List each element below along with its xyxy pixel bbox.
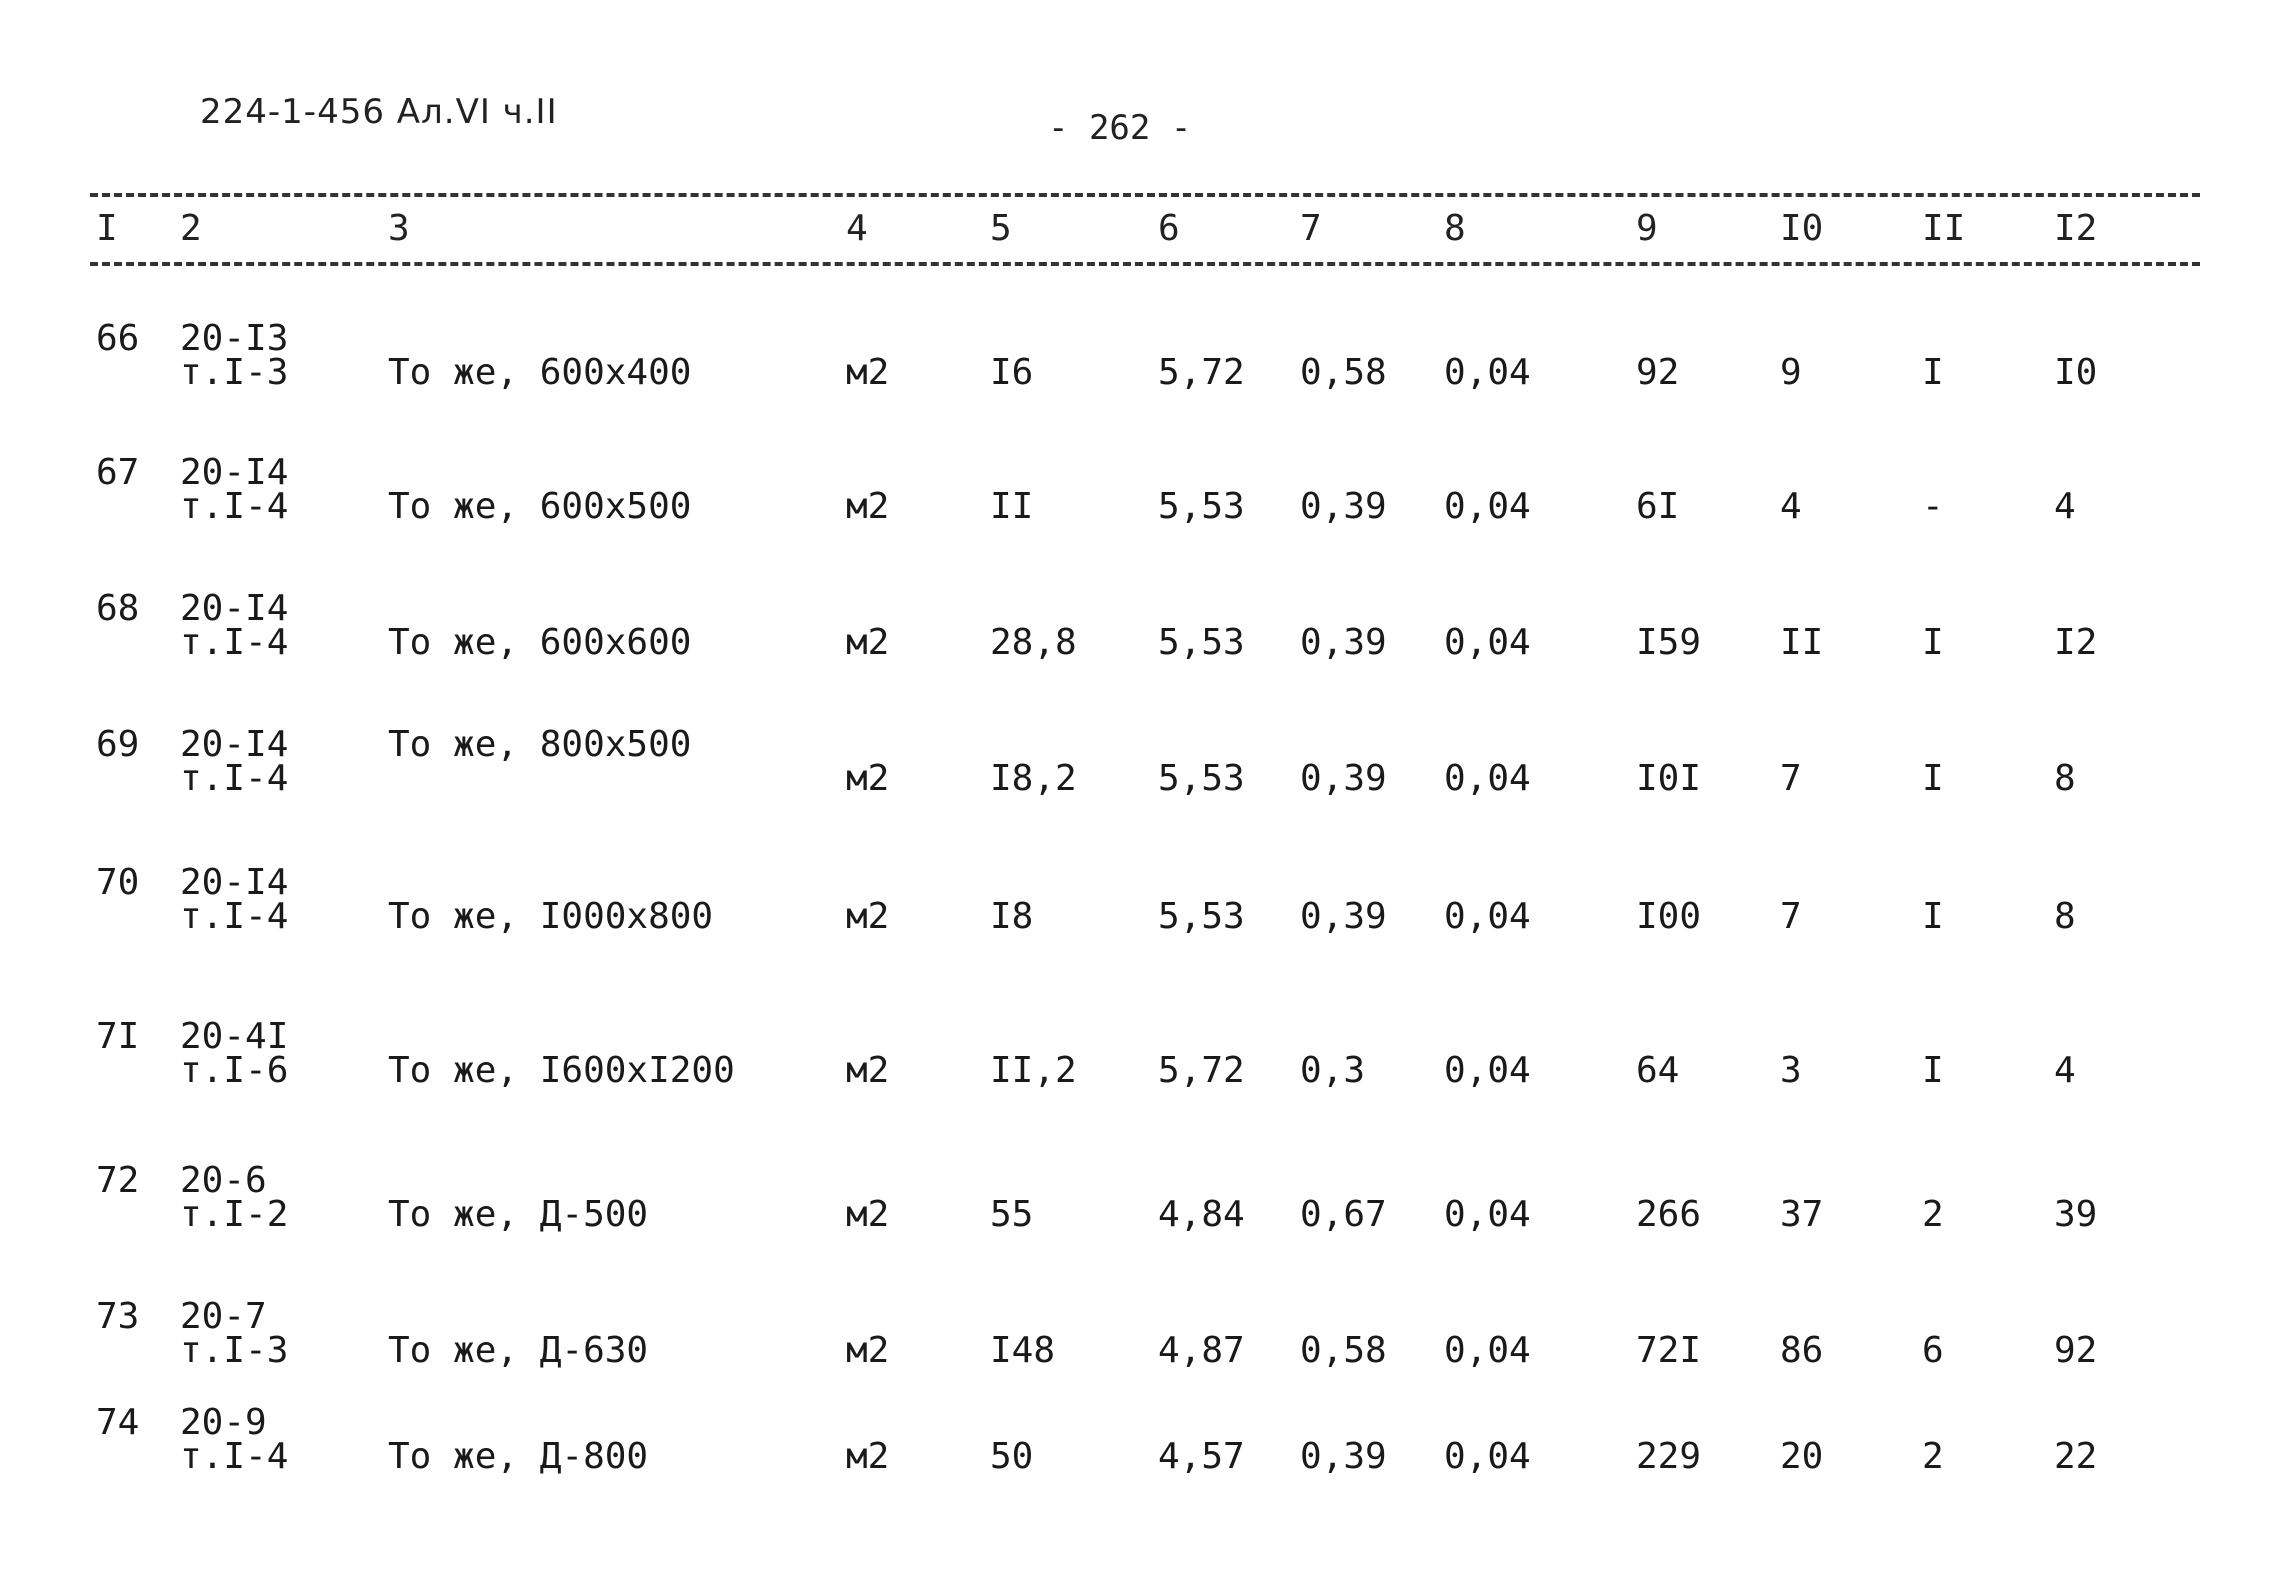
value-col-7: 0,39 — [1300, 486, 1387, 527]
norm-code: 20-I4 — [180, 724, 289, 765]
value-col-5: II,2 — [990, 1050, 1077, 1091]
value-col-11: I — [1922, 1050, 1944, 1091]
value-col-11: I — [1922, 758, 1944, 799]
value-col-8: 0,04 — [1444, 486, 1531, 527]
value-col-12: 8 — [2054, 758, 2076, 799]
row-number: 73 — [96, 1296, 140, 1337]
value-col-8: 0,04 — [1444, 352, 1531, 393]
norm-code: 20-9 — [180, 1402, 267, 1443]
value-col-5: I6 — [990, 352, 1034, 393]
value-col-11: 6 — [1922, 1330, 1944, 1371]
value-col-7: 0,39 — [1300, 896, 1387, 937]
value-col-10: 86 — [1780, 1330, 1824, 1371]
description: То же, 800х500 — [388, 724, 692, 765]
value-col-7: 0,58 — [1300, 1330, 1387, 1371]
value-col-10: 9 — [1780, 352, 1802, 393]
value-col-8: 0,04 — [1444, 1436, 1531, 1477]
unit: м2 — [846, 758, 890, 799]
value-col-6: 5,72 — [1158, 352, 1245, 393]
column-header-3: 3 — [388, 208, 410, 249]
norm-code: 20-I4 — [180, 452, 289, 493]
row-number: 72 — [96, 1160, 140, 1201]
value-col-10: 7 — [1780, 896, 1802, 937]
description: То же, I600хI200 — [388, 1050, 735, 1091]
value-col-6: 5,53 — [1158, 758, 1245, 799]
value-col-5: I48 — [990, 1330, 1056, 1371]
column-header-1: I — [96, 208, 118, 249]
row-number: 74 — [96, 1402, 140, 1443]
value-col-7: 0,58 — [1300, 352, 1387, 393]
value-col-10: 4 — [1780, 486, 1802, 527]
column-header-11: II — [1922, 208, 1966, 249]
value-col-10: 37 — [1780, 1194, 1824, 1235]
row-number: 67 — [96, 452, 140, 493]
value-col-12: I2 — [2054, 622, 2098, 663]
norm-code: 20-I3 — [180, 318, 289, 359]
row-number: 69 — [96, 724, 140, 765]
description: То же, Д-500 — [388, 1194, 649, 1235]
value-col-8: 0,04 — [1444, 622, 1531, 663]
unit: м2 — [846, 622, 890, 663]
description: То же, Д-630 — [388, 1330, 649, 1371]
unit: м2 — [846, 352, 890, 393]
value-col-5: 55 — [990, 1194, 1034, 1235]
column-header-12: I2 — [2054, 208, 2098, 249]
value-col-6: 5,72 — [1158, 1050, 1245, 1091]
value-col-8: 0,04 — [1444, 1050, 1531, 1091]
norm-code: 20-6 — [180, 1160, 267, 1201]
value-col-9: 266 — [1636, 1194, 1702, 1235]
value-col-11: 2 — [1922, 1436, 1944, 1477]
row-number: 68 — [96, 588, 140, 629]
value-col-12: 92 — [2054, 1330, 2098, 1371]
row-number: 70 — [96, 862, 140, 903]
norm-table-ref: т.I-2 — [180, 1194, 289, 1235]
norm-table-ref: т.I-3 — [180, 1330, 289, 1371]
value-col-11: - — [1922, 486, 1944, 527]
value-col-8: 0,04 — [1444, 1194, 1531, 1235]
value-col-9: 229 — [1636, 1436, 1702, 1477]
row-number: 7I — [96, 1016, 140, 1057]
value-col-9: I0I — [1636, 758, 1702, 799]
value-col-7: 0,39 — [1300, 622, 1387, 663]
unit: м2 — [846, 1050, 890, 1091]
value-col-5: II — [990, 486, 1034, 527]
unit: м2 — [846, 486, 890, 527]
norm-code: 20-I4 — [180, 588, 289, 629]
description: То же, Д-800 — [388, 1436, 649, 1477]
norm-code: 20-I4 — [180, 862, 289, 903]
value-col-12: 22 — [2054, 1436, 2098, 1477]
value-col-5: 28,8 — [990, 622, 1077, 663]
column-header-2: 2 — [180, 208, 202, 249]
value-col-6: 4,57 — [1158, 1436, 1245, 1477]
value-col-7: 0,3 — [1300, 1050, 1366, 1091]
value-col-6: 4,84 — [1158, 1194, 1245, 1235]
value-col-10: 7 — [1780, 758, 1802, 799]
unit: м2 — [846, 896, 890, 937]
norm-code: 20-4I — [180, 1016, 289, 1057]
value-col-7: 0,39 — [1300, 758, 1387, 799]
norm-code: 20-7 — [180, 1296, 267, 1337]
value-col-9: 92 — [1636, 352, 1680, 393]
column-header-5: 5 — [990, 208, 1012, 249]
value-col-7: 0,39 — [1300, 1436, 1387, 1477]
value-col-8: 0,04 — [1444, 1330, 1531, 1371]
header-rule-top — [90, 193, 2200, 197]
value-col-12: 8 — [2054, 896, 2076, 937]
value-col-9: 64 — [1636, 1050, 1680, 1091]
norm-table-ref: т.I-4 — [180, 896, 289, 937]
description: То же, 600х600 — [388, 622, 692, 663]
column-header-4: 4 — [846, 208, 868, 249]
column-header-9: 9 — [1636, 208, 1658, 249]
value-col-6: 4,87 — [1158, 1330, 1245, 1371]
unit: м2 — [846, 1330, 890, 1371]
value-col-8: 0,04 — [1444, 758, 1531, 799]
description: То же, 600х500 — [388, 486, 692, 527]
document-code: 224-1-456 Ал.VI ч.II — [200, 92, 558, 132]
norm-table-ref: т.I-4 — [180, 622, 289, 663]
value-col-11: I — [1922, 896, 1944, 937]
value-col-11: I — [1922, 622, 1944, 663]
value-col-6: 5,53 — [1158, 896, 1245, 937]
norm-table-ref: т.I-6 — [180, 1050, 289, 1091]
value-col-12: 4 — [2054, 486, 2076, 527]
description: То же, I000х800 — [388, 896, 714, 937]
value-col-5: I8 — [990, 896, 1034, 937]
column-header-8: 8 — [1444, 208, 1466, 249]
norm-table-ref: т.I-4 — [180, 486, 289, 527]
value-col-10: 20 — [1780, 1436, 1824, 1477]
value-col-9: I59 — [1636, 622, 1702, 663]
value-col-6: 5,53 — [1158, 486, 1245, 527]
value-col-10: II — [1780, 622, 1824, 663]
value-col-11: 2 — [1922, 1194, 1944, 1235]
column-header-10: I0 — [1780, 208, 1824, 249]
column-header-7: 7 — [1300, 208, 1322, 249]
unit: м2 — [846, 1194, 890, 1235]
value-col-8: 0,04 — [1444, 896, 1531, 937]
norm-table-ref: т.I-3 — [180, 352, 289, 393]
value-col-9: 72I — [1636, 1330, 1702, 1371]
description: То же, 600х400 — [388, 352, 692, 393]
value-col-12: I0 — [2054, 352, 2098, 393]
norm-table-ref: т.I-4 — [180, 758, 289, 799]
norm-table-ref: т.I-4 — [180, 1436, 289, 1477]
value-col-5: I8,2 — [990, 758, 1077, 799]
value-col-10: 3 — [1780, 1050, 1802, 1091]
page-number: - 262 - — [1048, 108, 1192, 148]
value-col-12: 4 — [2054, 1050, 2076, 1091]
row-number: 66 — [96, 318, 140, 359]
header-rule-bottom — [90, 262, 2200, 266]
column-header-6: 6 — [1158, 208, 1180, 249]
unit: м2 — [846, 1436, 890, 1477]
value-col-6: 5,53 — [1158, 622, 1245, 663]
value-col-7: 0,67 — [1300, 1194, 1387, 1235]
value-col-11: I — [1922, 352, 1944, 393]
value-col-9: 6I — [1636, 486, 1680, 527]
value-col-5: 50 — [990, 1436, 1034, 1477]
value-col-12: 39 — [2054, 1194, 2098, 1235]
value-col-9: I00 — [1636, 896, 1702, 937]
